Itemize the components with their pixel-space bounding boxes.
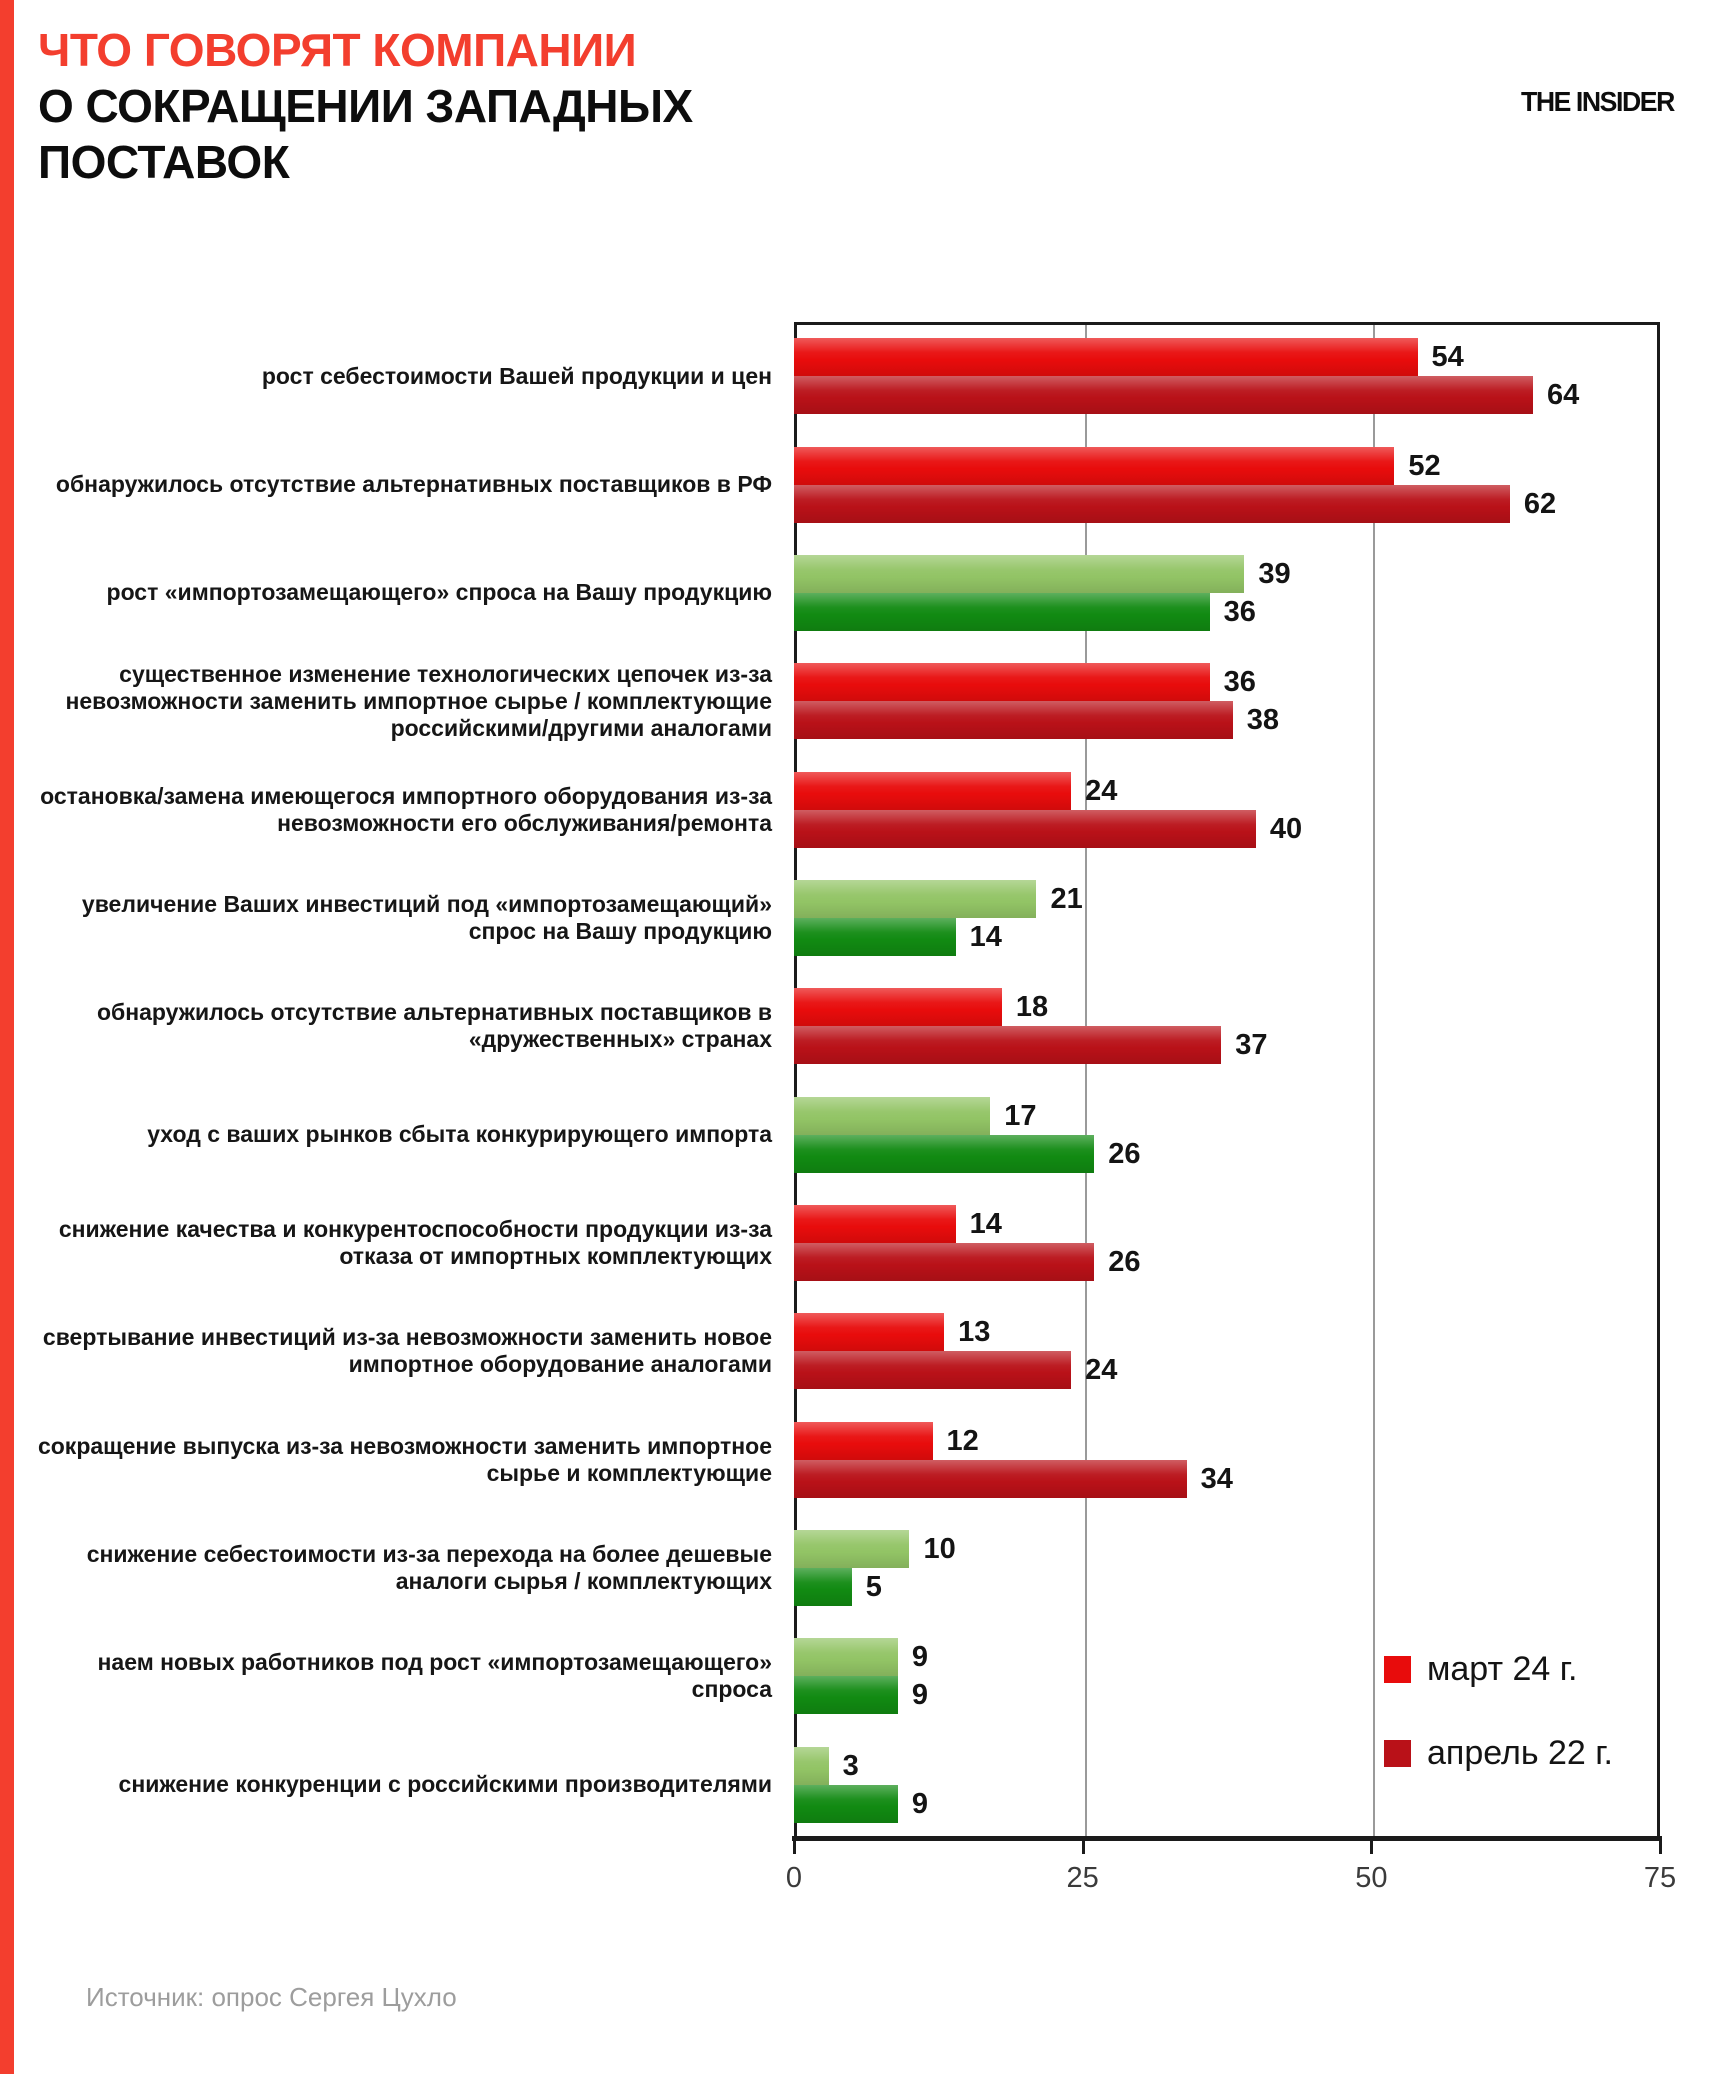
source-note: Источник: опрос Сергея Цухло <box>86 1982 457 2012</box>
gridline <box>1085 325 1087 1839</box>
bar-april22 <box>794 810 1256 848</box>
category-label: уход с ваших рынков сбыта конкурирующего импорта <box>147 1121 772 1148</box>
legend-label-march24: март 24 г. <box>1427 1650 1578 1688</box>
category-label: снижение качества и конкурентоспособности продукции из-за отказа от импортных комплектующих <box>58 1216 772 1270</box>
category-label: рост себестоимости Вашей продукции и цен <box>261 362 772 389</box>
bar-march24 <box>794 880 1036 918</box>
category-label: остановка/замена имеющегося импортного оборудования из-за невозможности его обслуживания/ремонта <box>40 782 772 836</box>
bar-value: 40 <box>1269 812 1303 845</box>
x-axis-line <box>792 1836 1662 1841</box>
bar-value: 14 <box>969 920 1002 953</box>
bar-april22 <box>794 1135 1094 1173</box>
bar-value: 34 <box>1200 1462 1233 1495</box>
bar-value: 9 <box>911 1787 929 1820</box>
bar-value: 18 <box>1015 991 1049 1024</box>
bar-value: 3 <box>842 1749 859 1782</box>
bar-value: 9 <box>911 1679 929 1712</box>
axis-tick-label: 25 <box>1066 1862 1099 1894</box>
bar-april22 <box>794 485 1510 523</box>
bar-march24 <box>794 447 1394 485</box>
bar-value: 36 <box>1223 595 1256 628</box>
bar-april22 <box>794 376 1533 414</box>
bar-april22 <box>794 1785 898 1823</box>
bar-value: 26 <box>1108 1137 1141 1170</box>
legend-item-march24 <box>1384 1650 1577 1689</box>
page-title-line1: ЧТО ГОВОРЯТ КОМПАНИИ <box>38 24 637 76</box>
bar-april22 <box>794 1568 852 1606</box>
bar-value: 13 <box>958 1316 991 1349</box>
bar-value: 36 <box>1223 666 1256 699</box>
axis-tick-label: 75 <box>1643 1862 1677 1894</box>
bar-value: 52 <box>1408 449 1441 482</box>
axis-tick <box>1082 1841 1085 1854</box>
bar-value: 10 <box>923 1533 956 1566</box>
bar-value: 62 <box>1523 487 1557 520</box>
legend-item-april22 <box>1384 1734 1613 1773</box>
bar-value: 37 <box>1235 1029 1268 1062</box>
category-label: существенное изменение технологических цепочек из-за невозможности заменить импортное сырье / комплектующие российскими/другими аналогами <box>65 660 772 741</box>
bar-march24 <box>794 1422 933 1460</box>
chart-plot-area <box>794 322 1660 1839</box>
axis-tick-label: 0 <box>785 1862 803 1894</box>
bar-value: 26 <box>1108 1246 1141 1279</box>
axis-tick-label: 50 <box>1355 1862 1388 1894</box>
bar-march24 <box>794 1747 829 1785</box>
bar-march24 <box>794 772 1071 810</box>
axis-tick <box>1370 1841 1373 1854</box>
bar-value: 17 <box>1004 1099 1037 1132</box>
page-title-line3: ПОСТАВОК <box>38 136 290 188</box>
bar-april22 <box>794 1460 1187 1498</box>
accent-stripe <box>0 0 14 2074</box>
bar-march24 <box>794 555 1244 593</box>
category-label: рост «импортозамещающего» спроса на Вашу продукцию <box>106 579 772 606</box>
bar-value: 9 <box>911 1641 929 1674</box>
bar-april22 <box>794 1676 898 1714</box>
brand-logo: THE INSIDER <box>1521 86 1674 117</box>
bar-value: 24 <box>1085 774 1118 807</box>
bar-march24 <box>794 1313 944 1351</box>
bar-march24 <box>794 1638 898 1676</box>
page-title-line2: О СОКРАЩЕНИИ ЗАПАДНЫХ <box>38 80 693 132</box>
bar-value: 24 <box>1085 1354 1118 1387</box>
bar-april22 <box>794 1026 1221 1064</box>
category-label: сокращение выпуска из-за невозможности заменить импортное сырье и комплектующие <box>37 1432 772 1486</box>
bar-march24 <box>794 1205 956 1243</box>
bar-march24 <box>794 663 1210 701</box>
category-label: снижение конкуренции с российскими производителями <box>118 1771 772 1798</box>
axis-tick <box>1659 1841 1662 1854</box>
bar-april22 <box>794 918 956 956</box>
axis-tick <box>793 1841 796 1854</box>
bar-april22 <box>794 1243 1094 1281</box>
category-label: наем новых работников под рост «импортозамещающего» спроса <box>97 1649 772 1703</box>
bar-value: 12 <box>946 1424 979 1457</box>
bar-value: 54 <box>1431 341 1464 374</box>
bar-value: 5 <box>865 1571 882 1604</box>
bar-april22 <box>794 1351 1071 1389</box>
bar-value: 39 <box>1258 557 1291 590</box>
bar-value: 64 <box>1546 379 1580 412</box>
bar-april22 <box>794 701 1233 739</box>
page-title <box>38 22 693 190</box>
bar-value: 21 <box>1050 882 1083 915</box>
bar-value: 38 <box>1246 704 1280 737</box>
gridline <box>1373 325 1375 1839</box>
category-label: свертывание инвестиций из-за невозможности заменить новое импортное оборудование аналогами <box>42 1324 772 1378</box>
bar-march24 <box>794 988 1002 1026</box>
legend-label-april22: апрель 22 г. <box>1427 1734 1613 1772</box>
category-label: увеличение Ваших инвестиций под «импортозамещающий» спрос на Вашу продукцию <box>81 890 772 944</box>
bar-value: 14 <box>969 1208 1002 1241</box>
category-label: обнаружилось отсутствие альтернативных поставщиков в РФ <box>55 471 772 498</box>
legend-swatch-april22 <box>1384 1740 1411 1767</box>
category-label: снижение себестоимости из-за перехода на более дешевые аналоги сырья / комплектующих <box>86 1541 772 1595</box>
bar-march24 <box>794 338 1418 376</box>
bar-april22 <box>794 593 1210 631</box>
bar-march24 <box>794 1097 990 1135</box>
category-label: обнаружилось отсутствие альтернативных поставщиков в «дружественных» странах <box>96 999 772 1053</box>
bar-march24 <box>794 1530 909 1568</box>
legend-swatch-march24 <box>1384 1656 1411 1683</box>
